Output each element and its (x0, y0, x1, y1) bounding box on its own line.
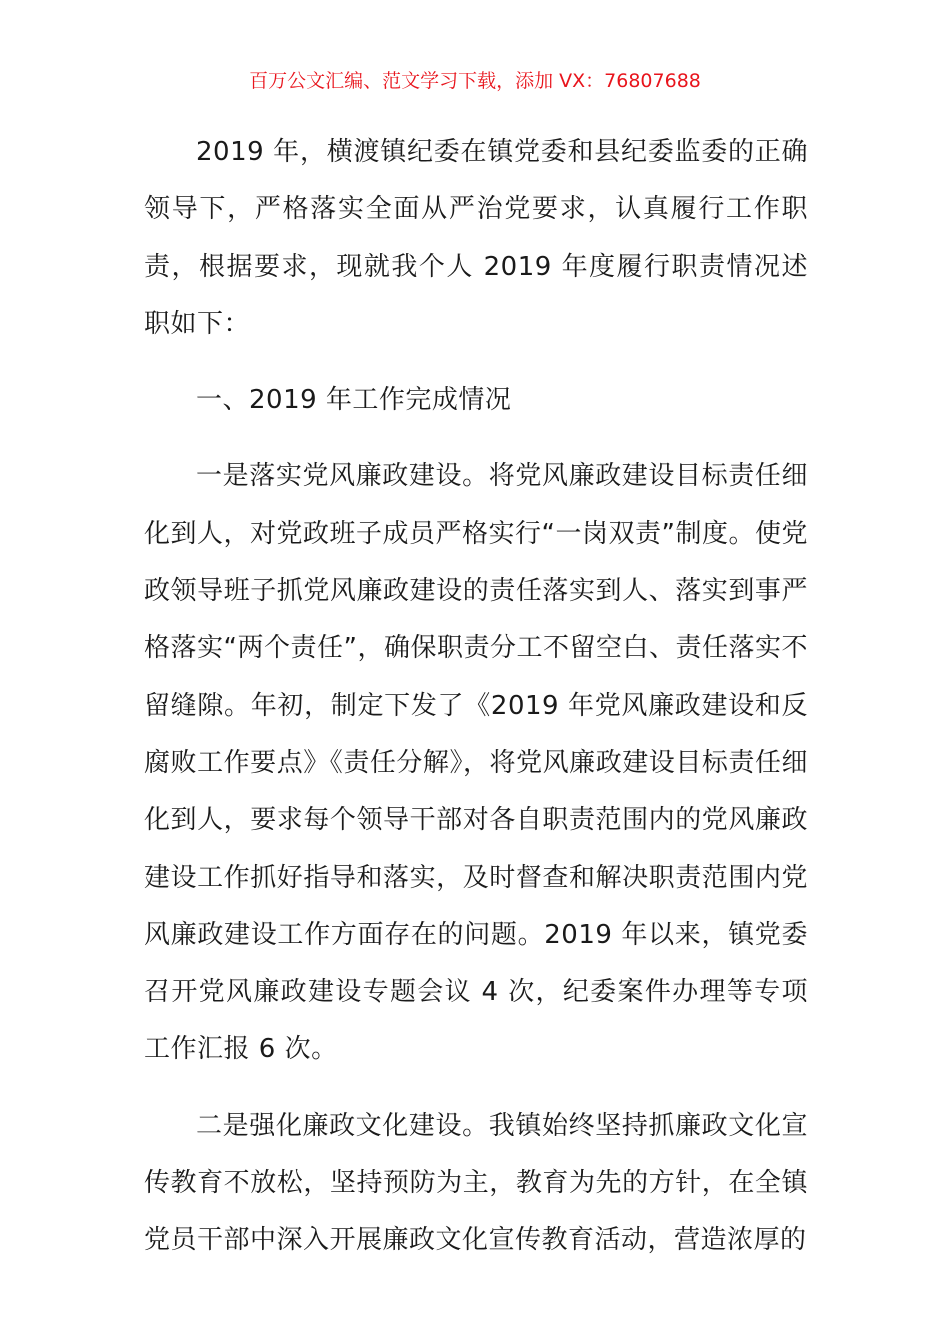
section-heading-1: 一、2019 年工作完成情况 (196, 385, 512, 416)
header-watermark-note: 百万公文汇编、范文学习下载，添加 VX：76807688 (249, 70, 701, 92)
document-body (144, 124, 808, 1270)
intro-paragraph: 2019 年，横渡镇纪委在镇党委和县纪委监委的正确领导下，严格落实全面从严治党要求，认真履行工作职责，根据要求，现就我个人 2019 年度履行职责情况述职如下： (144, 137, 808, 339)
paragraph-integrity-culture: 二是强化廉政文化建设。我镇始终坚持抓廉政文化宣传教育不放松，坚持预防为主，教育为先的方针，在全镇党员干部中深入开展廉政文化宣传教育活动，营造浓厚的 (144, 1110, 808, 1256)
paragraph-party-conduct: 一是落实党风廉政建设。将党风廉政建设目标责任细化到人，对党政班子成员严格实行“一岗双责”制度。使党政领导班子抓党风廉政建设的责任落实到人、落实到事严格落实“两个责任”，确保职责分工不留空白、责任落实不留缝隙。年初，制定下发了《2019 年党风廉政建设和反腐败工作要点》《责任分解》，将党风廉政建设目标责任细化到人，要求每个领导干部对各自职责范围内的党风廉政建设工作抓好指导和落实，及时督查和解决职责范围内党风廉政建设工作方面存在的问题。2019 年以来，镇党委召开党风廉政建设专题会议 4 次，纪委案件办理等专项工作汇报 6 次。 (144, 461, 808, 1065)
